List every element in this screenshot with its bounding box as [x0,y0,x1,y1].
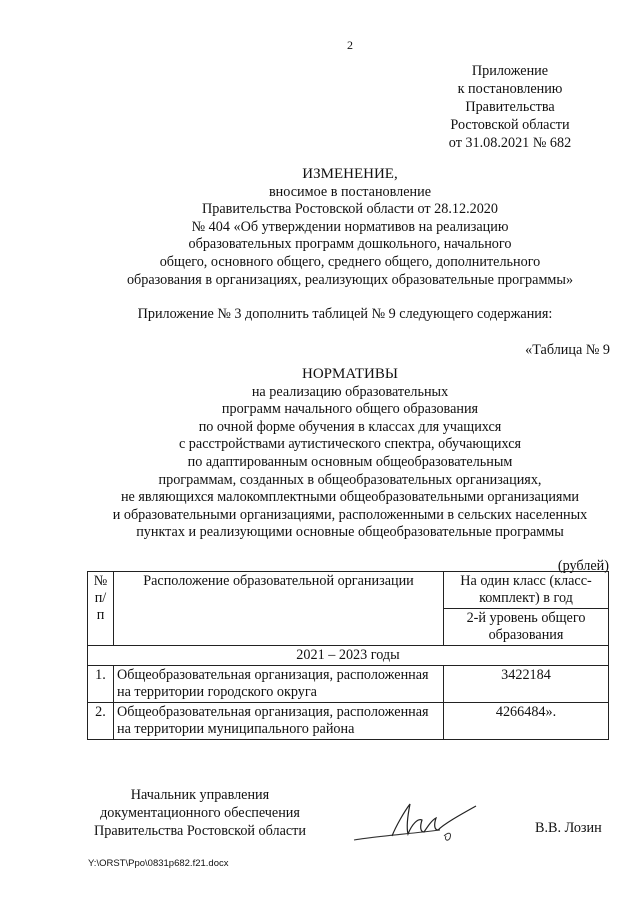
signatory-name: В.В. Лозин [535,820,602,836]
norms-line: и образовательными организациями, расположенными в сельских населенных [112,506,588,523]
footer-file-path: Y:\ORST\Ppo\0831p682.f21.docx [88,858,229,869]
norms-line: с расстройствами аутистического спектра, обучающихся [178,436,522,453]
norms-line: по очной форме обучения в классах для учащихся [198,418,502,435]
appendix-line: от 31.08.2021 № 682 [448,135,572,151]
change-line: вносимое в постановление [268,183,432,200]
header-level: 2-й уровень общего образования [444,609,609,646]
handwritten-signature [348,796,498,850]
norms-line: пунктах и реализующими основные общеобразовательные программы [136,524,564,541]
header-per-class: На один класс (класс-комплект) в год [444,572,609,609]
norms-line: на реализацию образовательных [251,383,449,400]
norms-title: НОРМАТИВЫ [302,366,398,382]
row-location: Общеобразовательная организация, расположенная на территории муниципального района [114,703,444,740]
appendix-line: Правительства [465,99,555,115]
norms-line: программ начального общего образования [221,401,479,418]
header-num: № п/п [88,572,114,646]
signatory-line: Начальник управления [130,787,270,803]
norms-table [87,571,609,740]
row-num: 2. [88,703,114,740]
page-number: 2 [347,38,353,52]
change-line: Правительства Ростовской области от 28.12.2020 [201,201,498,218]
currency-note: (рублей) [557,558,609,574]
signatory-line: Правительства Ростовской области [94,823,306,839]
appendix-block [430,62,590,152]
row-location: Общеобразовательная организация, расположенная на территории городского округа [114,666,444,703]
table-label: «Таблица № 9 [525,342,610,358]
norms-line: по адаптированным основным общеобразовательным [187,453,513,470]
row-num: 1. [88,666,114,703]
row-value: 3422184 [444,666,609,703]
header-location: Расположение образовательной организации [114,572,444,646]
table-row [88,666,609,703]
change-line: общего, основного общего, среднего общего, дополнительного [159,253,541,270]
change-line: образовательных программ дошкольного, начального [188,236,512,253]
period-cell: 2021 – 2023 годы [88,646,609,666]
table-header-row [88,572,609,609]
norms-line: программам, созданных в общеобразовательных организациях, [158,471,542,488]
appendix-line: Ростовской области [450,117,570,133]
table-period-row [88,646,609,666]
change-line: образования в организациях, реализующих образовательные программы» [126,271,574,288]
appendix-line: к постановлению [457,81,563,97]
row-value: 4266484». [444,703,609,740]
instruction-text: Приложение № 3 дополнить таблицей № 9 следующего содержания: [137,306,553,322]
change-title: ИЗМЕНЕНИЕ, [302,166,398,182]
signatory-line: документационного обеспечения [100,805,300,821]
appendix-line: Приложение [471,63,549,79]
change-heading-block [80,166,620,289]
change-line: № 404 «Об утверждении нормативов на реализацию [191,218,509,235]
norms-heading-block [80,366,620,542]
signatory-position [70,786,330,840]
table-row [88,703,609,740]
norms-line: не являющихся малокомплектными общеобразовательными организациями [120,489,580,506]
